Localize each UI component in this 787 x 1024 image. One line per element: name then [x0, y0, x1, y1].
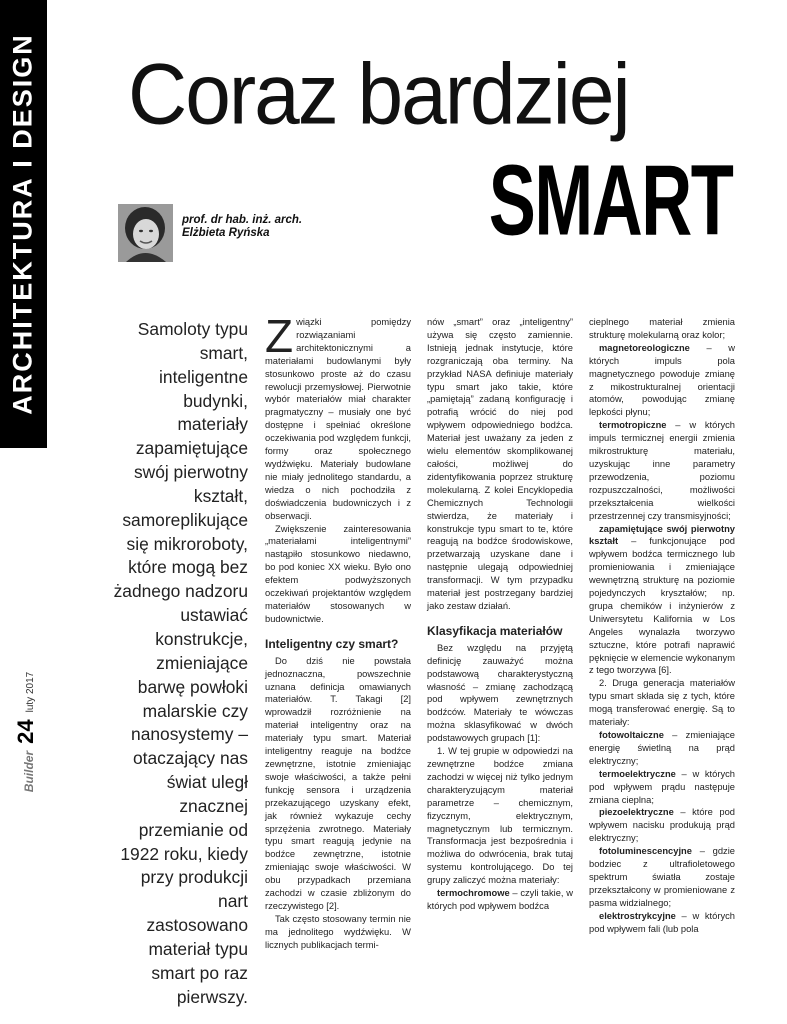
- headline-line2: SMART: [488, 143, 732, 257]
- drop-cap: Z: [265, 310, 294, 362]
- term-label: magnetoreologiczne: [599, 342, 690, 353]
- term-entry: magnetoreologiczne – w których impuls pola magnetycznego powoduje zmianę z mikostrukturalnej orientacji atomów, powodując zmianę lepkości płynu;: [589, 342, 735, 418]
- term-entry: zapamiętujące swój pierwotny kształt – funkcjonujące pod wpływem bodźca termicznego lub promieniowania i zmieniające wewnętrzną strukturę na poziomie pojedynczych kryształów; np. grupa chemików i inżynierów z Uniwersytetu Kalifornia w Los Angeles wynalazła tworzywo sztuczne, które potrafi naprawić pęknięcie w elemencie wykonanym z tego tworzywa [6].: [589, 523, 735, 676]
- term-label: fotoluminescencyjne: [599, 846, 692, 857]
- paragraph: Tak często stosowany termin nie ma jednolitego wydźwięku. W licznych publikacjach termi-: [265, 913, 411, 950]
- term-label: termoelektryczne: [599, 768, 676, 779]
- term-entry: fotowoltaiczne – zmieniające energię świetlną na prąd elektryczny;: [589, 730, 735, 766]
- term-entry: termotropiczne – w których impuls termicznej energii zmienia mikrostrukturę materiału, uzyskując inne parametry przewodzenia, poziomu rozpuszczalności, możliwości przekształcenia wielkości przestrzennej czy transmisyjności;: [589, 420, 735, 521]
- term-entry: piezoelektryczne – które pod wpływem nacisku produkują prąd elektryczny;: [589, 807, 735, 844]
- term-label: termochromowe: [437, 888, 510, 899]
- paragraph: cieplnego materiał zmienia strukturę molekularną oraz kolor;: [589, 317, 735, 340]
- term-label: piezoelektryczne: [599, 807, 674, 818]
- page-footer: [6, 670, 46, 810]
- term-label: fotowoltaiczne: [599, 730, 664, 740]
- paragraph: Zwiększenie zainteresowania „materiałami inteligentnymi” nastąpiło stosunkowo niedawno, bo pod koniec XX wieku. Było ono efektem podwyższonych oczekiwań projektantów względem materiałów stosowanych w budownictwie.: [265, 523, 411, 624]
- headline-line1: Coraz bardziej: [128, 46, 629, 143]
- paragraph: Do dziś nie powstała jednoznaczna, powszechnie uznana definicja omawianych materiałów. T. Takagi [2] wprowadził rozróżnienie na materiał inteligentny oraz na materiały typu smart. Materiał inteligentny reaguje na bodźce zewnętrzne, istotnie zmieniając swoje właściwości, a także pełni funkcję sensora i urządzenia przekazującego uzyskany efekt, jak również wykazuje cechy sprzężenia zwrotnego. Materiały typu smart reagują jedynie na bodźce zewnętrzne, istotnie zmieniając swoje właściwości. W obu przypadkach przemiana zachodzi w czasie zbliżonym do rzeczywistego [2].: [265, 655, 411, 911]
- article-column-1: [265, 310, 411, 952]
- term-entry: termochromowe – czyli takie, w których pod wpływem bodźca: [427, 888, 573, 911]
- section-title: ARCHITEKTURA I DESIGN: [7, 33, 38, 415]
- paragraph: Związki pomiędzy rozwiązaniami architektonicznymi a materiałami budowlanymi były stosunkowo proste aż do czasu rewolucji przemysłowej. Pierwotnie wybór materiałów miał charakter pragmatyczny – musiały one być dostępne i spełniać określone oczekiwania pod względem funkcji, formy oraz społecznego wydźwięku. Materiały budowlane nie miały jednolitego standardu, a wiedza o nich pochodziła z doświadczenia budowniczych i z obserwacji.: [265, 310, 411, 521]
- term-entry: termoelektryczne – w których pod wpływem prądu następuje zmiana cieplna;: [589, 768, 735, 805]
- author-photo: [118, 204, 173, 262]
- paragraph: Bez względu na przyjętą definicję zauważyć można podstawową charakterystyczną własność – zmianę zachodzącą pod wpływem zewnętrznych bodźców. Materiały te wówczas można sklasyfikować w dwóch podstawowych grupach [1]:: [427, 642, 573, 744]
- paragraph: 2. Druga generacja materiałów typu smart składa się z tych, które mogą transferować energię. Są to materiały:: [589, 678, 735, 728]
- paragraph: 1. W tej grupie w odpowiedzi na zewnętrzne bodźce zmiana zachodzi w więcej niż tylko jednym charakteryzującym materiał parametrze – chemicznym, fizycznym, elektrycznym, magnetycznym lub termicznym. Transformacja jest bezpośrednia i możliwa do odwrócenia, brak tutaj systemu kontrolującego. Do tej grupy zaliczyć można materiały:: [427, 746, 573, 886]
- author-title: prof. dr hab. inż. arch.: [182, 214, 303, 226]
- term-label: zapamiętujące swój pierwotny kształt: [589, 523, 735, 547]
- article-column-3: [589, 316, 735, 936]
- term-label: termotropiczne: [599, 420, 667, 431]
- paragraph: nów „smart” oraz „inteligentny” używa się często zamiennie. Istnieją jednak instytucje, które rozgraniczają oba terminy. Na przykład NASA definiuje materiały typu smart jako takie, które „pamiętają” zadaną konfigurację i potrafią wrócić do niej pod wpływem odpowiedniego bodźca. Materiał jest uważany za jeden z wielu elementów skomplikowanej całości, możliwej do zidentyfikowania poprzez strukturę molekularną. Z kolei Encyklopedia Chemicznych Technologii stwierdza, że materiały i konstrukcje typu smart to te, które reagują na bodźce środowiskowe, przetwarzają uzyskane dane i następnie ulegają odpowiedniej transformacji. W tym przypadku materiał jest postrzegany bardziej jako zestaw działań.: [427, 317, 573, 611]
- page-number: 24: [13, 719, 38, 744]
- article-column-2: [427, 316, 573, 913]
- term-entry: elektrostrykcyjne – w których pod wpływem fali (lub pola: [589, 910, 735, 934]
- term-entry: fotoluminescencyjne – gdzie bodziec z ultrafioletowego spektrum światła zostaje przekształcony w promieniowane z pasma widzialnego;: [589, 846, 735, 908]
- issue-date: luty 2017: [25, 671, 36, 713]
- lead-paragraph: Samoloty typu smart, inteligentne budynki, materiały zapamiętujące swój pierwotny kształt, samoreplikujące się mikroroboty, które mogą bez żadnego nadzoru ustawiać konstrukcje, zmieniające barwę powłoki malarskie czy nanosystemy – otaczający nas świat uległ znacznej przemianie od 1922 roku, kiedy przy produkcji nart zastosowano materiał typu smart po raz pierwszy.: [113, 319, 248, 1007]
- section-band: [0, 0, 47, 448]
- section-heading: Klasyfikacja materiałów: [427, 623, 563, 638]
- section-heading: Inteligentny czy smart?: [265, 636, 399, 651]
- author-name: Elżbieta Ryńska: [182, 227, 270, 239]
- magazine-name: Builder: [22, 750, 36, 793]
- term-label: elektrostrykcyjne: [599, 910, 676, 921]
- author-byline: [182, 214, 302, 240]
